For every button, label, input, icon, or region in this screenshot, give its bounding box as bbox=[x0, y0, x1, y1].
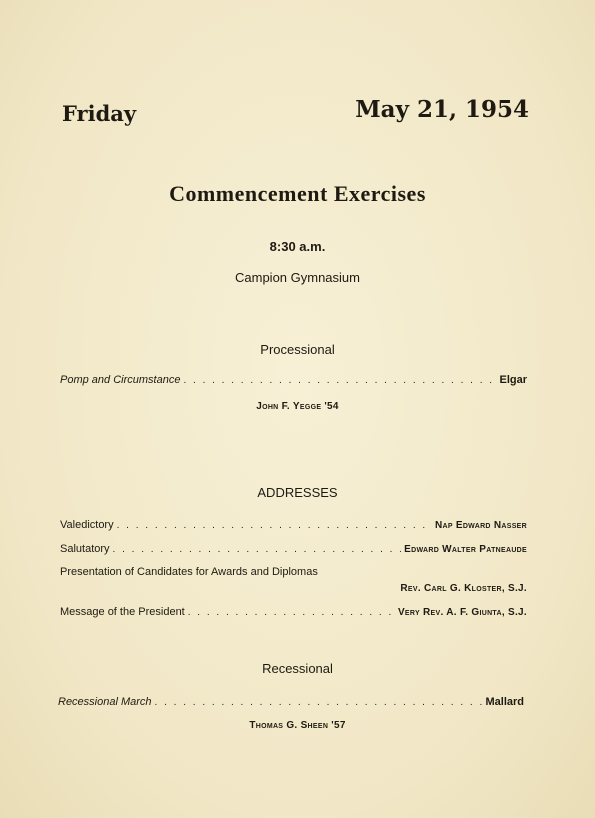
dot-leader bbox=[113, 544, 402, 555]
recessional-performer: Thomas G. Sheen '57 bbox=[249, 720, 346, 731]
dot-leader bbox=[155, 697, 483, 708]
processional-heading: Processional bbox=[260, 342, 335, 357]
recessional-composer: Mallard bbox=[485, 696, 524, 708]
dot-leader bbox=[188, 607, 395, 618]
header-date: May 21, 1954 bbox=[355, 96, 529, 123]
processional-piece: Pomp and Circumstance bbox=[60, 374, 181, 386]
address-row bbox=[60, 606, 527, 618]
address-label: Presentation of Candidates for Awards and Diplomas bbox=[60, 566, 318, 578]
address-label: Valedictory bbox=[60, 519, 114, 531]
address-speaker: Edward Walter Patneaude bbox=[404, 544, 527, 555]
recessional-heading: Recessional bbox=[262, 661, 333, 676]
address-row bbox=[60, 543, 527, 555]
address-speaker: Nap Edward Nasser bbox=[434, 520, 527, 531]
addresses-heading: ADDRESSES bbox=[257, 485, 338, 500]
page-title: Commencement Exercises bbox=[169, 181, 426, 206]
dot-leader bbox=[183, 375, 496, 386]
address-label: Message of the President bbox=[60, 606, 185, 618]
event-time: 8:30 a.m. bbox=[269, 239, 326, 254]
processional-row bbox=[60, 374, 527, 386]
address-label: Salutatory bbox=[60, 543, 110, 555]
recessional-piece: Recessional March bbox=[58, 696, 152, 708]
processional-performer: John F. Yegge '54 bbox=[256, 401, 339, 412]
processional-composer: Elgar bbox=[499, 374, 527, 386]
header-day: Friday bbox=[62, 101, 137, 126]
address-speaker: Very Rev. A. F. Giunta, S.J. bbox=[397, 607, 527, 618]
dot-leader bbox=[117, 520, 432, 531]
address-speaker: Rev. Carl G. Kloster, S.J. bbox=[400, 583, 527, 594]
recessional-row bbox=[58, 696, 524, 708]
event-location: Campion Gymnasium bbox=[235, 270, 360, 285]
address-row bbox=[60, 519, 527, 531]
